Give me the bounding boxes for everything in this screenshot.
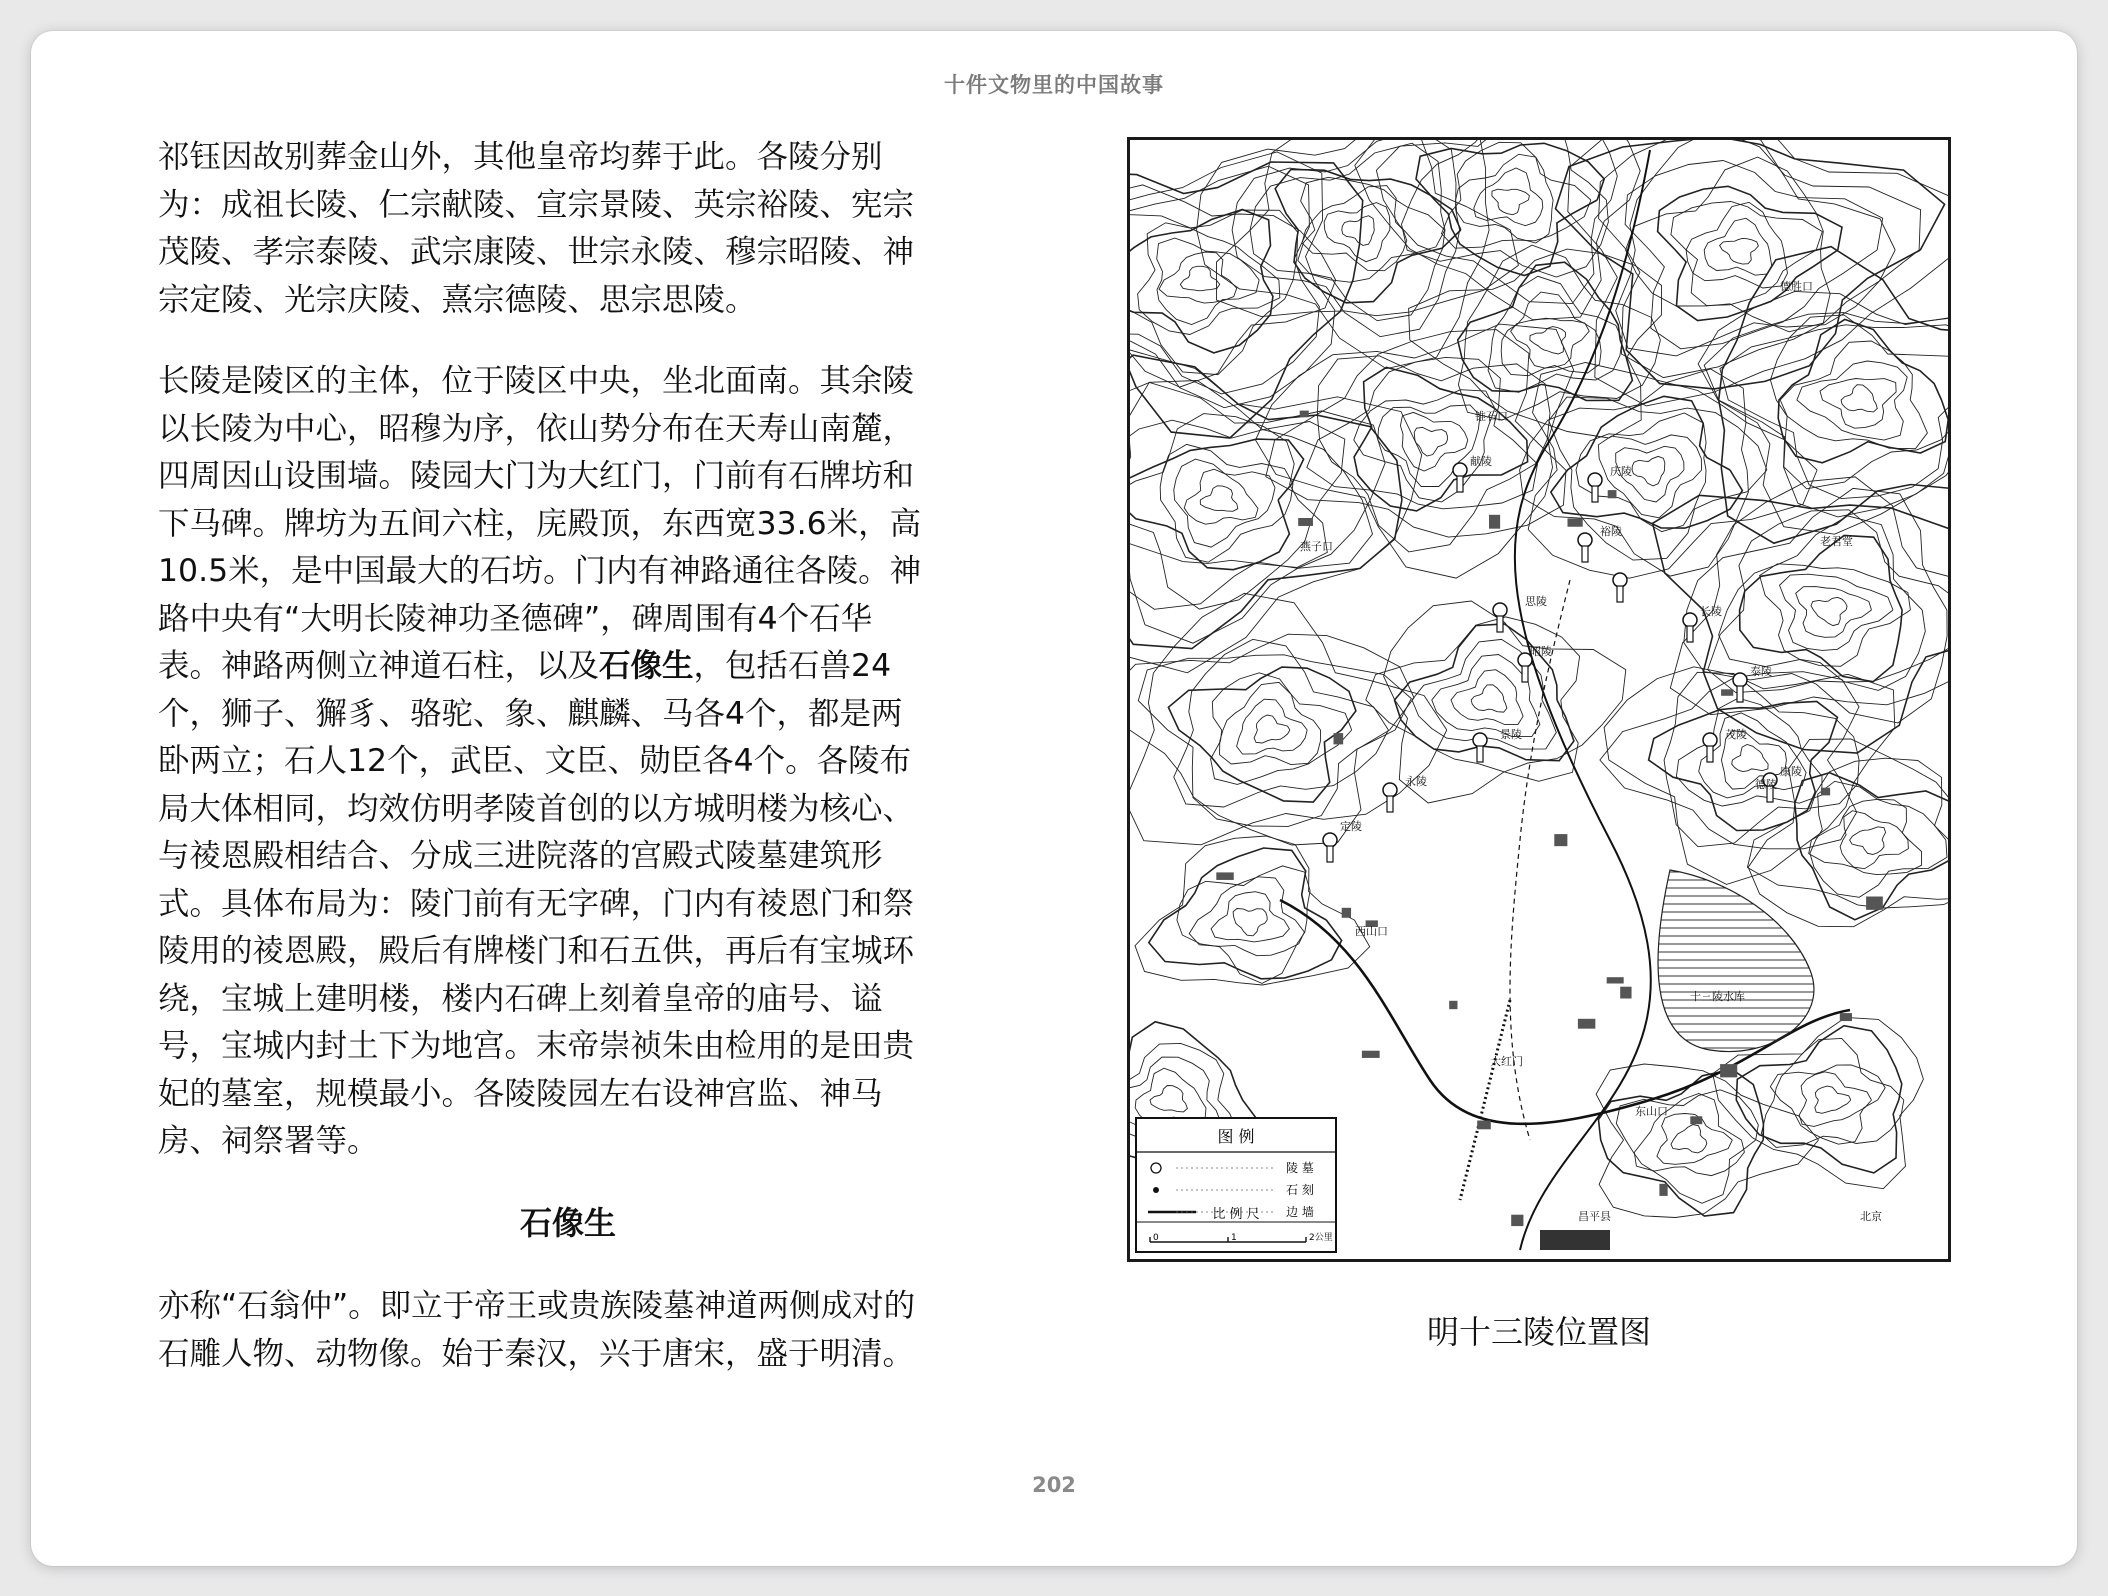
contour-line: [1184, 469, 1258, 524]
figure-caption: 明十三陵位置图: [1426, 1313, 1651, 1351]
map-drawing: [1130, 140, 1948, 1259]
map-place-label: 大红门: [1490, 1055, 1523, 1068]
tomb-path: [1457, 476, 1463, 492]
tomb-path: [1707, 746, 1713, 762]
contour-line: [1180, 266, 1219, 290]
contour-line: [1324, 203, 1390, 262]
village-marker: [1608, 490, 1617, 498]
contour-line: [1551, 396, 1743, 528]
map-place-label: 德胜口: [1780, 280, 1813, 293]
contour-line: [1233, 909, 1267, 936]
contour-line: [1815, 1086, 1851, 1113]
contour-line: [1850, 827, 1886, 855]
village-marker: [1659, 1184, 1667, 1196]
legend-item-label: 边 墙: [1286, 1205, 1314, 1219]
village-marker: [1298, 518, 1313, 526]
tomb-path: [1592, 486, 1598, 502]
legend-scale-tick: 2公里: [1309, 1233, 1333, 1243]
contour-line: [1664, 672, 1859, 846]
tomb-path: [1477, 746, 1483, 762]
contour-line: [1720, 238, 1759, 264]
tomb-marker: [1383, 783, 1397, 797]
contour-line: [1780, 574, 1894, 650]
village-marker: [1690, 1116, 1702, 1124]
tomb-marker: [1683, 613, 1697, 627]
contour-line: [1174, 459, 1275, 547]
contour-line: [1474, 168, 1543, 226]
contour-line: [1720, 325, 1948, 499]
tomb-path: [1497, 616, 1503, 632]
contour-line: [1770, 315, 1948, 489]
contour-line: [1220, 682, 1321, 764]
tomb-path: [1387, 796, 1393, 812]
map-place-label: 康陵: [1780, 765, 1802, 778]
map-place-label: 茂陵: [1725, 728, 1747, 741]
legend-carving-symbol: [1153, 1187, 1159, 1193]
contour-line: [1160, 444, 1293, 562]
contour-line: [1414, 427, 1447, 456]
map-place-label: 庆陵: [1610, 465, 1632, 478]
tomb-marker: [1578, 533, 1592, 547]
contour-line: [1177, 866, 1310, 984]
contour-line: [1568, 140, 1948, 406]
tomb-marker: [1733, 673, 1747, 687]
village-marker: [1721, 689, 1733, 695]
contour-line: [1740, 536, 1903, 682]
contour-line: [1796, 587, 1872, 638]
contour-line: [1237, 699, 1308, 754]
contour-line: [1820, 379, 1896, 429]
map-place-label: 景陵: [1500, 728, 1522, 741]
village-marker: [1568, 518, 1583, 526]
legend-scale-label: 比 例 尺: [1212, 1207, 1260, 1222]
tomb-marker: [1613, 573, 1627, 587]
map-place-label: 昭陵: [1530, 645, 1552, 658]
tomb-marker: [1703, 733, 1717, 747]
village-marker: [1866, 897, 1883, 910]
tomb-marker: [1453, 463, 1467, 477]
contour-line: [1342, 216, 1375, 246]
contour-line: [1686, 202, 1787, 288]
map-place-label: 长陵: [1700, 605, 1722, 618]
contour-line: [1530, 327, 1566, 354]
map-place-label: 德陵: [1755, 778, 1777, 791]
contour-line: [1130, 439, 1304, 570]
contour-line: [1780, 341, 1927, 449]
map-place-label: 老君堂: [1820, 535, 1853, 548]
map-place-label: 东山口: [1635, 1105, 1668, 1118]
contour-line: [1501, 292, 1601, 376]
contour-line: [1671, 1125, 1707, 1153]
map-place-label: 十三陵水库: [1690, 990, 1745, 1003]
paragraph-1: 祁钰因故别葬金山外，其他皇帝均葬于此。各陵分别 为：成祖长陵、仁宗献陵、宣宗景陵、英宗裕陵、宪宗 茂陵、孝宗泰陵、武宗康陵、世宗永陵、穆宗昭陵、神 宗定陵、光宗庆陵、熹宗德陵、思宗思陵。: [158, 139, 915, 318]
paragraph-3: 亦称“石翁仲”。即立于帝王或贵族陵墓神道两侧成对的 石雕人物、动物像。始于秦汉，兴于唐宋，盛于明清。: [158, 1288, 916, 1372]
ming-tombs-map: [1127, 137, 1951, 1262]
contour-line: [1626, 157, 1831, 332]
paragraph-2-part-2: ，包括石兽24 个，狮子、獬豸、骆驼、象、麒麟、马各4个，都是两 卧两立；石人12个，武臣、文臣、勋臣各4个。各陵布 局大体相同，均效仿明孝陵首创的以方城明楼为核心、 与祾恩殿相结合、分成三进院落的宫殿式陵墓建筑形 式。具体布局为：陵门前有无字碑，门内有祾恩门和祭 陵用的祾恩殿，殿后有牌楼门和石五供，再后有宝城环 绕，宝城上建明楼，楼内石碑上刻着皇帝的庙号、谥 号，宝城内封土下为地宫。末帝崇祯朱由检用的是田贵 妃的墓室，规模最小。各陵陵园左右设神宫监、神马 房、祠祭署等。: [158, 648, 915, 1159]
paragraph-2-bold-term: 石像生: [599, 648, 694, 684]
left-page-text: [158, 134, 978, 1412]
village-marker: [1489, 515, 1500, 529]
contour-line: [1211, 892, 1289, 942]
tomb-marker: [1323, 833, 1337, 847]
contour-line: [1488, 276, 1622, 392]
contour-line: [1704, 313, 1948, 517]
contour-line: [1168, 667, 1356, 802]
contour-line: [1400, 412, 1467, 471]
map-place-label: 裕陵: [1600, 525, 1622, 538]
contour-line: [1130, 420, 1345, 609]
contour-line: [1149, 848, 1342, 979]
contour-line: [1810, 781, 1947, 897]
tomb-path: [1327, 846, 1333, 862]
map-place-label: 思陵: [1525, 595, 1547, 608]
contour-line: [1298, 177, 1445, 282]
contour-line: [1604, 667, 1895, 885]
contour-line: [1254, 715, 1290, 743]
map-place-label: 永陵: [1405, 775, 1427, 788]
village-marker: [1511, 1215, 1523, 1226]
village-marker: [1607, 977, 1624, 983]
tomb-path: [1617, 586, 1623, 602]
railway: [1460, 1000, 1510, 1200]
county-town: [1540, 1230, 1610, 1250]
tomb-path: [1737, 686, 1743, 702]
tomb-path: [1522, 666, 1528, 682]
village-marker: [1578, 1019, 1595, 1029]
contour-line: [1492, 189, 1530, 215]
village-marker: [1449, 1001, 1457, 1009]
contour-line: [1841, 385, 1877, 412]
legend-item-label: 石 刻: [1286, 1183, 1314, 1197]
paragraph-2-part-1: 长陵是陵区的主体，位于陵区中央，坐北面南。其余陵 以长陵为中心，昭穆为序，依山势分布在天寿山南麓， 四周因山设围墙。陵园大门为大红门，门前有石牌坊和 下马碑。牌坊为五间六柱，庑殿顶，东西宽33.6米，高 10.5米，是中国最大的石坊。门内有神路通往各陵。神 路中央有“大明长陵神功圣德碑”，碑周围有4个石华 表。神路两侧立神道石柱，以及: [158, 363, 922, 684]
contour-line: [1732, 745, 1768, 772]
map-place-label: 燕子口: [1300, 540, 1333, 553]
contour-line: [1130, 593, 1447, 844]
map-place-label: 锥石口: [1475, 410, 1508, 423]
contour-line: [1200, 486, 1238, 512]
main-road: [1515, 150, 1651, 1250]
contour-line: [1811, 597, 1847, 625]
map-place-label: 西山口: [1355, 925, 1388, 938]
paragraph-2: [158, 358, 978, 1166]
contour-line: [1704, 218, 1772, 275]
contour-line: [1778, 319, 1948, 462]
contour-line: [1797, 361, 1907, 440]
legend-title: 图 例: [1217, 1127, 1255, 1146]
reservoir: [1658, 870, 1814, 1052]
tomb-marker: [1493, 603, 1507, 617]
page-number: 202: [1032, 1473, 1076, 1497]
contour-line: [1135, 1068, 1206, 1124]
village-marker: [1362, 1051, 1380, 1058]
village-marker: [1840, 1013, 1852, 1021]
contour-line: [1159, 252, 1237, 303]
contour-line: [1130, 355, 1402, 648]
contour-line: [1684, 488, 1947, 723]
contour-line: [1130, 350, 1422, 673]
map-place-label: 定陵: [1340, 820, 1362, 833]
contour-line: [1658, 186, 1842, 320]
section-heading: 石像生: [519, 1203, 616, 1242]
contour-line: [1150, 1086, 1187, 1112]
contour-line: [1736, 1026, 1902, 1173]
tomb-marker: [1588, 473, 1602, 487]
contour-line: [1157, 238, 1260, 324]
reader-window: [31, 31, 2077, 1566]
village-marker: [1720, 1064, 1737, 1077]
contour-line: [1596, 1064, 1818, 1218]
village-marker: [1477, 1121, 1491, 1130]
contour-line: [1760, 564, 1911, 667]
legend-scale-tick: 1: [1231, 1233, 1237, 1243]
contour-line: [1670, 477, 1948, 715]
village-marker: [1821, 788, 1830, 796]
map-place-label: 昌平县: [1578, 1210, 1611, 1223]
contour-line: [1748, 739, 1948, 927]
legend-scale-tick: 0: [1153, 1233, 1159, 1243]
map-place-label: 泰陵: [1750, 665, 1772, 678]
contour-line: [1809, 799, 1922, 874]
contour-line: [1130, 210, 1298, 375]
tomb-marker: [1473, 733, 1487, 747]
contour-line: [1511, 318, 1590, 368]
legend-tomb-symbol: [1151, 1163, 1161, 1173]
village-marker: [1342, 908, 1351, 918]
village-marker: [1620, 987, 1631, 999]
contour-line: [1632, 456, 1665, 486]
map-place-label: 北京: [1860, 1210, 1882, 1223]
legend-item-label: 陵 墓: [1286, 1161, 1314, 1175]
village-marker: [1216, 872, 1233, 880]
tomb-path: [1582, 546, 1588, 562]
village-marker: [1300, 411, 1309, 418]
book-title: 十件文物里的中国故事: [944, 73, 1164, 97]
village-marker: [1334, 733, 1344, 744]
contour-line: [1451, 670, 1523, 725]
contour-line: [1719, 247, 1948, 544]
tomb-path: [1687, 626, 1693, 642]
contour-line: [1376, 140, 1617, 304]
map-place-label: 献陵: [1470, 455, 1492, 468]
contour-line: [1653, 495, 1948, 753]
contour-line: [1189, 877, 1304, 956]
village-marker: [1554, 834, 1567, 846]
contour-line: [1355, 140, 1640, 320]
contour-line: [1471, 685, 1507, 712]
